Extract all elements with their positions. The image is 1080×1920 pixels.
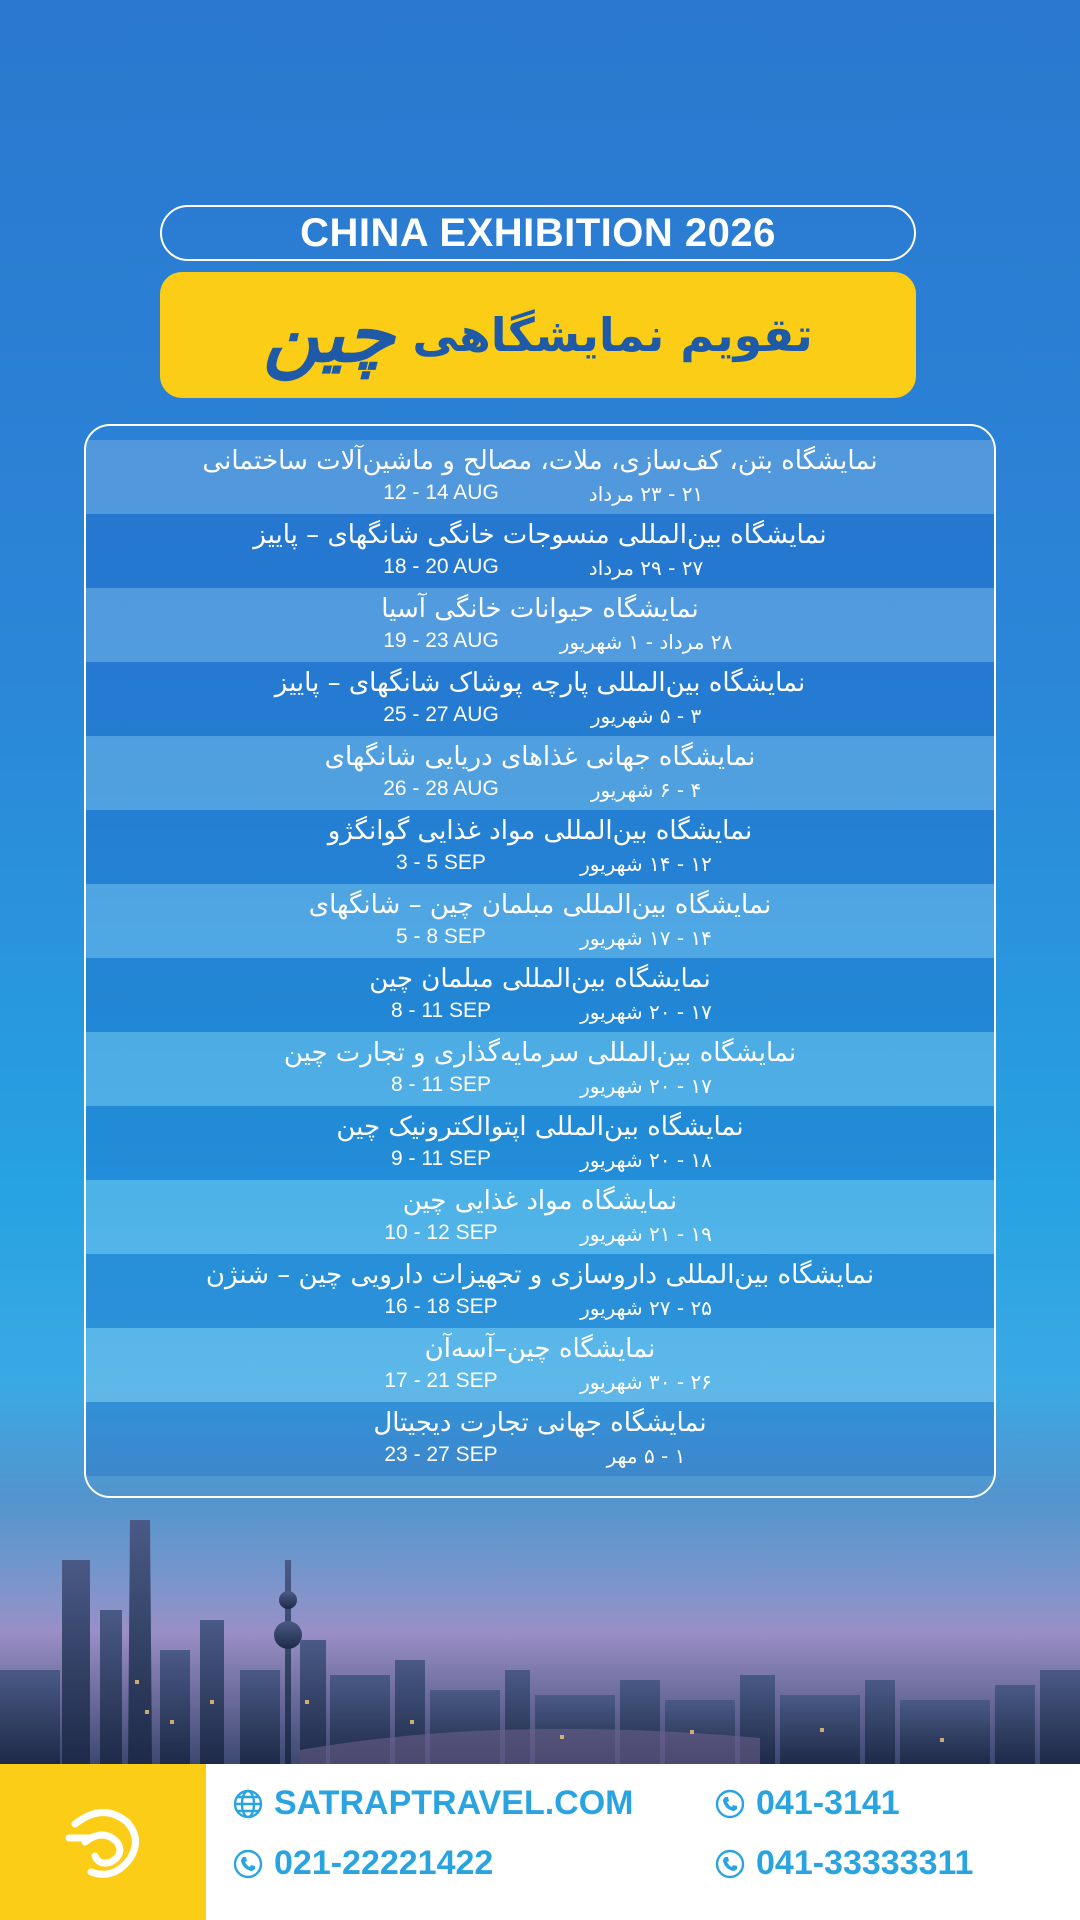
event-title: نمایشگاه جهانی تجارت دیجیتال xyxy=(373,1408,707,1438)
event-title: نمایشگاه بین‌المللی مبلمان چین xyxy=(369,964,711,994)
phone-tabriz-link[interactable] xyxy=(714,1844,973,1883)
phone-tehran-text: 021-22221422 xyxy=(274,1844,494,1882)
event-date-persian: ۱۷ - ۲۰ شهریور xyxy=(580,1000,712,1024)
event-date-gregorian: 3 - 5 SEP xyxy=(396,851,486,874)
exhibition-table xyxy=(84,424,996,1498)
event-row xyxy=(86,514,994,588)
event-title: نمایشگاه بین‌المللی پارچه پوشاک شانگهای – پاییز xyxy=(274,668,806,698)
event-date-persian: ۲۵ - ۲۷ شهریور xyxy=(580,1296,712,1320)
event-date-persian: ۲۱ - ۲۳ مرداد xyxy=(588,482,704,506)
persian-title-accent: چین xyxy=(263,290,395,380)
event-date-gregorian: 17 - 21 SEP xyxy=(384,1369,498,1392)
event-date-persian: ۱۹ - ۲۱ شهریور xyxy=(580,1222,712,1246)
phone-short-link[interactable] xyxy=(714,1784,900,1823)
website-link[interactable] xyxy=(232,1784,634,1823)
event-date-gregorian: 12 - 14 AUG xyxy=(383,481,499,504)
event-row xyxy=(86,662,994,736)
event-date-gregorian: 26 - 28 AUG xyxy=(383,777,499,800)
event-row xyxy=(86,1106,994,1180)
event-row xyxy=(86,810,994,884)
event-title: نمایشگاه بتن، کف‌سازی، ملات، مصالح و ماشین‌آلات ساختمانی xyxy=(202,446,878,476)
event-date-persian: ۳ - ۵ شهریور xyxy=(590,704,702,728)
satrap-logo xyxy=(0,1764,206,1920)
event-date-gregorian: 8 - 11 SEP xyxy=(391,1073,491,1096)
event-title: نمایشگاه حیوانات خانگی آسیا xyxy=(381,594,699,624)
event-row xyxy=(86,884,994,958)
event-title: نمایشگاه چین–آسه‌آن xyxy=(424,1334,656,1364)
event-row xyxy=(86,958,994,1032)
event-row xyxy=(86,1032,994,1106)
event-date-gregorian: 5 - 8 SEP xyxy=(396,925,486,948)
english-title: CHINA EXHIBITION 2026 xyxy=(160,205,916,261)
event-date-persian: ۴ - ۶ شهریور xyxy=(590,778,702,802)
persian-title-banner xyxy=(160,272,916,398)
event-date-gregorian: 16 - 18 SEP xyxy=(384,1295,498,1318)
event-date-persian: ۱۸ - ۲۰ شهریور xyxy=(580,1148,712,1172)
phone-icon xyxy=(714,1788,746,1820)
phone-short-text: 041-3141 xyxy=(756,1784,900,1822)
event-date-persian: ۲۸ مرداد - ۱ شهریور xyxy=(559,630,733,654)
phone-icon xyxy=(232,1848,264,1880)
footer xyxy=(0,1764,1080,1920)
event-row xyxy=(86,1328,994,1402)
event-date-persian: ۲۷ - ۲۹ مرداد xyxy=(588,556,704,580)
event-title: نمایشگاه جهانی غذاهای دریایی شانگهای xyxy=(324,742,756,772)
event-row xyxy=(86,440,994,514)
event-title: نمایشگاه مواد غذایی چین xyxy=(402,1186,678,1216)
phone-icon xyxy=(714,1848,746,1880)
event-date-persian: ۱۴ - ۱۷ شهریور xyxy=(580,926,712,950)
event-row xyxy=(86,1402,994,1476)
event-date-gregorian: 18 - 20 AUG xyxy=(383,555,499,578)
event-title: نمایشگاه بین‌المللی سرمایه‌گذاری و تجارت چین xyxy=(283,1038,797,1068)
event-row xyxy=(86,1180,994,1254)
phone-tehran-link[interactable] xyxy=(232,1844,493,1883)
event-date-gregorian: 19 - 23 AUG xyxy=(383,629,499,652)
event-title: نمایشگاه بین‌المللی منسوجات خانگی شانگهای – پاییز xyxy=(253,520,827,550)
event-title: نمایشگاه بین‌المللی مبلمان چین – شانگهای xyxy=(308,890,772,920)
event-title: نمایشگاه بین‌المللی داروسازی و تجهیزات دارویی چین – شنژن xyxy=(205,1260,875,1290)
event-title: نمایشگاه بین‌المللی اپتوالکترونیک چین xyxy=(336,1112,744,1142)
event-title: نمایشگاه بین‌المللی مواد غذایی گوانگژو xyxy=(327,816,753,846)
city-skyline-image xyxy=(0,1500,1080,1764)
event-row xyxy=(86,736,994,810)
satrap-logo-icon xyxy=(55,1794,151,1890)
event-date-gregorian: 8 - 11 SEP xyxy=(391,999,491,1022)
event-row xyxy=(86,588,994,662)
event-date-gregorian: 10 - 12 SEP xyxy=(384,1221,498,1244)
event-date-gregorian: 9 - 11 SEP xyxy=(391,1147,491,1170)
website-text: SATRAPTRAVEL.COM xyxy=(274,1784,634,1822)
event-date-persian: ۱ - ۵ مهر xyxy=(606,1444,686,1468)
event-date-persian: ۲۶ - ۳۰ شهریور xyxy=(580,1370,712,1394)
event-date-gregorian: 25 - 27 AUG xyxy=(383,703,499,726)
persian-title: تقویم نمایشگاهی xyxy=(412,308,813,362)
event-row xyxy=(86,1254,994,1328)
phone-tabriz-text: 041-33333311 xyxy=(756,1844,974,1882)
event-date-persian: ۱۷ - ۲۰ شهریور xyxy=(580,1074,712,1098)
event-date-gregorian: 23 - 27 SEP xyxy=(384,1443,498,1466)
event-date-persian: ۱۲ - ۱۴ شهریور xyxy=(580,852,712,876)
globe-icon xyxy=(232,1788,264,1820)
